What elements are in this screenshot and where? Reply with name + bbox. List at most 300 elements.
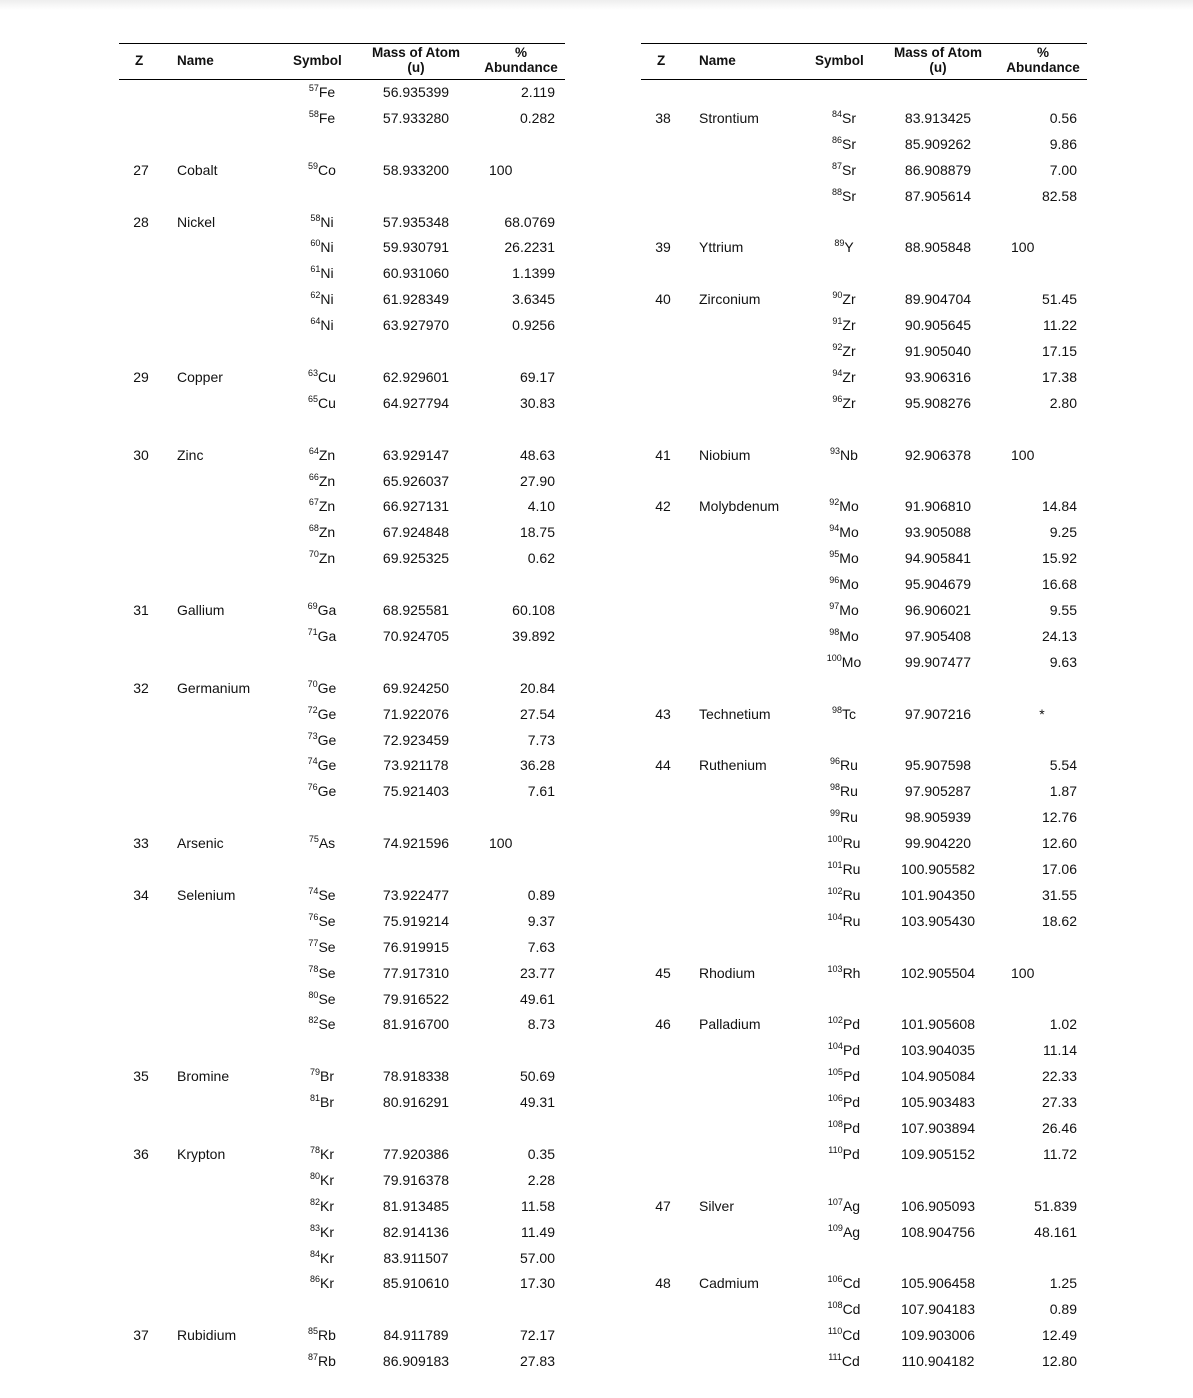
mass-number: 57 (308, 83, 319, 93)
isotope-symbol (287, 602, 357, 618)
abundance-value: 1.25 (1049, 1275, 1077, 1292)
table-row (119, 625, 565, 647)
element-symbol: Ru (840, 757, 858, 774)
mass-number: 74 (308, 885, 319, 896)
abundance-value: 12.76 (1041, 809, 1077, 826)
atomic-number: 28 (133, 213, 149, 230)
isotope-symbol (287, 473, 357, 489)
atomic-number: 37 (133, 1327, 149, 1344)
table-row (119, 936, 565, 958)
element-symbol: Zn (318, 524, 336, 541)
element-symbol: Ag (842, 1223, 861, 1240)
isotope-symbol (287, 835, 357, 851)
table-row (119, 1091, 565, 1113)
abundance-value: 60.108 (512, 602, 555, 618)
header-abundance-line2: Abundance (484, 60, 558, 75)
element-name: Nickel (177, 213, 216, 230)
isotope-symbol (809, 1120, 879, 1136)
atomic-mass: 75.919214 (382, 912, 450, 929)
mass-number: 76 (307, 782, 318, 793)
table-row (119, 1013, 565, 1035)
atomic-mass: 89.904704 (904, 291, 972, 308)
isotope-symbol (809, 602, 879, 618)
table-row (641, 1221, 1087, 1243)
atomic-mass: 66.927131 (382, 498, 450, 515)
isotope-symbol (287, 757, 357, 773)
mass-number: 109 (827, 1222, 843, 1233)
atomic-mass: 61.928349 (382, 291, 450, 308)
mass-number: 82 (308, 1015, 319, 1026)
atomic-mass: 80.916291 (382, 1094, 450, 1111)
atomic-number: 27 (133, 161, 149, 178)
element-symbol: Cd (842, 1301, 861, 1318)
element-symbol: Ru (842, 861, 861, 877)
element-symbol: Kr (320, 1223, 334, 1240)
isotope-symbol (287, 1224, 357, 1240)
isotope-symbol (809, 1353, 879, 1369)
element-symbol: Sr (842, 109, 856, 126)
element-symbol: Se (318, 938, 336, 955)
table-row (641, 651, 1087, 673)
atomic-number: 45 (655, 964, 671, 981)
atomic-number: 40 (655, 291, 671, 308)
atomic-number: 39 (655, 239, 671, 256)
atomic-mass: 98.905939 (904, 809, 972, 826)
isotope-symbol (809, 783, 879, 799)
abundance-value: 1.02 (1049, 1016, 1077, 1033)
mass-number: 82 (309, 1196, 320, 1207)
mass-number: 64 (310, 316, 321, 327)
abundance-value: 11.58 (521, 1197, 555, 1214)
atomic-mass: 108.904756 (901, 1223, 975, 1240)
isotope-symbol (809, 913, 879, 929)
page-top-edge (0, 0, 1193, 10)
element-symbol: Cd (842, 1275, 861, 1292)
element-symbol: Kr (320, 1171, 334, 1188)
header-abundance-line1: % (1036, 45, 1049, 60)
isotope-symbol (287, 1094, 357, 1110)
table-row (641, 236, 1087, 258)
atomic-number: 42 (655, 498, 671, 515)
abundance-value: 100 (1011, 446, 1035, 463)
element-symbol: Ru (842, 835, 861, 852)
table-row (119, 1247, 565, 1269)
element-name: Palladium (699, 1016, 761, 1033)
atomic-mass: 99.907477 (904, 653, 972, 670)
element-symbol: Pd (842, 1145, 860, 1162)
header-z: Z (135, 53, 144, 68)
atomic-mass: 62.929601 (382, 368, 450, 385)
atomic-mass: 69.925325 (382, 550, 450, 567)
abundance-value: 36.28 (519, 757, 555, 774)
mass-number: 86 (831, 134, 842, 145)
atomic-mass: 57.935348 (382, 213, 450, 230)
atomic-mass: 77.917310 (382, 964, 450, 981)
atomic-mass: 77.920386 (382, 1145, 450, 1162)
abundance-value: 27.83 (519, 1353, 555, 1370)
abundance-value: 7.63 (527, 938, 555, 955)
element-symbol: Se (318, 886, 336, 903)
abundance-value: 82.58 (1041, 187, 1077, 204)
abundance-value: 0.56 (1049, 109, 1077, 126)
abundance-value: 7.61 (527, 783, 555, 800)
atomic-mass: 70.924705 (382, 627, 450, 644)
atomic-mass: 60.931060 (382, 265, 450, 282)
abundance-value: 11.22 (1043, 317, 1077, 334)
isotope-symbol (809, 291, 879, 307)
atomic-mass: 91.906810 (904, 498, 972, 515)
element-name: Ruthenium (699, 757, 767, 774)
element-name: Gallium (177, 602, 225, 618)
atomic-mass: 103.905430 (901, 912, 975, 929)
mass-number: 73 (307, 730, 318, 741)
element-symbol: Ga (317, 602, 337, 618)
abundance-value: 2.119 (521, 84, 555, 100)
mass-number: 68 (308, 523, 319, 534)
atomic-number: 41 (655, 446, 671, 463)
header-mass-line1: Mass of Atom (893, 45, 982, 60)
isotope-symbol (809, 706, 879, 722)
isotope-symbol (809, 447, 879, 463)
isotope-symbol (287, 1172, 357, 1188)
element-symbol: Sr (842, 161, 856, 178)
abundance-value: 31.55 (1041, 886, 1077, 903)
mass-number: 74 (307, 756, 318, 767)
table-row (119, 1065, 565, 1087)
element-symbol: Se (318, 912, 336, 929)
abundance-value: 23.77 (519, 964, 555, 981)
abundance-value: 49.31 (519, 1094, 555, 1111)
table-row (119, 754, 565, 776)
mass-number: 87 (831, 160, 842, 171)
table-row (119, 1272, 565, 1294)
element-symbol: Mo (839, 576, 859, 593)
table-row (119, 1143, 565, 1165)
isotope-symbol (809, 1301, 879, 1317)
mass-number: 84 (309, 1248, 320, 1259)
abundance-value: 100 (489, 835, 513, 852)
atomic-mass: 97.905408 (904, 627, 972, 644)
atomic-mass: 81.913485 (382, 1197, 450, 1214)
mass-number: 69 (307, 601, 318, 611)
isotope-symbol (809, 835, 879, 851)
atomic-mass: 109.905152 (901, 1145, 975, 1162)
element-symbol: Zn (318, 550, 336, 567)
table-row (641, 521, 1087, 543)
abundance-value: 27.90 (519, 472, 555, 489)
atomic-mass: 79.916378 (382, 1171, 450, 1188)
element-name: Technetium (699, 705, 771, 722)
table-row (641, 806, 1087, 828)
atomic-mass: 68.925581 (382, 602, 450, 618)
header-name: Name (699, 53, 736, 68)
atomic-mass: 93.906316 (904, 368, 972, 385)
table-row (641, 1013, 1087, 1035)
mass-number: 85 (308, 1326, 319, 1337)
element-symbol: Ni (320, 265, 334, 282)
mass-number: 92 (832, 342, 843, 352)
abundance-value: 18.62 (1041, 912, 1077, 929)
abundance-value: 11.14 (1043, 1042, 1077, 1059)
mass-number: 80 (309, 1170, 320, 1181)
table-header-rule (119, 79, 565, 80)
element-symbol: Fe (318, 84, 336, 100)
table-row (119, 884, 565, 906)
abundance-value: 100 (1011, 239, 1035, 256)
abundance-value: 24.13 (1041, 627, 1077, 644)
mass-number: 89 (834, 238, 845, 249)
mass-number: 76 (308, 911, 319, 922)
atomic-mass: 97.907216 (904, 705, 972, 722)
element-symbol: Ge (317, 705, 337, 722)
mass-number: 108 (827, 1119, 843, 1129)
isotope-symbol (809, 1042, 879, 1058)
table-row (641, 392, 1087, 414)
isotope-symbol (809, 1198, 879, 1214)
isotope-symbol (287, 939, 357, 955)
abundance-value: 0.89 (527, 886, 555, 903)
abundance-value: 15.92 (1041, 550, 1077, 567)
table-top-rule (119, 43, 565, 44)
isotope-symbol (287, 369, 357, 385)
element-symbol: Tc (842, 705, 856, 722)
element-symbol: Ru (840, 809, 858, 826)
mass-number: 104 (827, 911, 843, 922)
element-name: Germanium (177, 679, 251, 696)
isotope-symbol (287, 732, 357, 748)
mass-number: 107 (827, 1196, 843, 1207)
element-symbol: Pd (842, 1016, 861, 1033)
mass-number: 98 (831, 704, 842, 715)
table-row (641, 1091, 1087, 1113)
abundance-value: 18.75 (519, 524, 555, 541)
table-row (119, 288, 565, 310)
mass-number: 86 (309, 1274, 320, 1285)
abundance-value: 12.49 (1041, 1327, 1077, 1344)
table-row (641, 780, 1087, 802)
element-symbol: Kr (320, 1249, 334, 1266)
element-symbol: Cu (318, 368, 336, 385)
isotope-symbol (287, 1275, 357, 1291)
mass-number: 103 (827, 963, 843, 974)
table-row (641, 1298, 1087, 1320)
isotope-symbol (809, 654, 879, 670)
mass-number: 70 (308, 549, 319, 560)
isotope-symbol (809, 1275, 879, 1291)
header-abundance (477, 45, 565, 81)
table-row (641, 1350, 1087, 1372)
isotope-symbol (287, 291, 357, 307)
table-row (641, 159, 1087, 181)
mass-number: 110 (827, 1326, 843, 1337)
element-name: Bromine (177, 1068, 230, 1085)
isotope-symbol (287, 680, 357, 696)
mass-number: 96 (830, 756, 841, 767)
atomic-number: 38 (655, 109, 671, 126)
table-row (641, 1143, 1087, 1165)
isotope-symbol (809, 317, 879, 333)
mass-number: 94 (829, 523, 840, 534)
element-symbol: Ru (842, 886, 861, 903)
atomic-mass: 94.905841 (904, 550, 972, 567)
isotope-symbol (809, 809, 879, 825)
header-abundance (999, 45, 1087, 81)
mass-number: 100 (827, 834, 843, 845)
atomic-mass: 95.908276 (904, 394, 972, 411)
isotope-symbol (287, 447, 357, 463)
atomic-mass: 72.923459 (382, 731, 450, 748)
atomic-mass: 56.935399 (382, 84, 450, 100)
isotope-symbol (287, 965, 357, 981)
abundance-value: 7.73 (527, 731, 555, 748)
element-symbol: Sr (842, 187, 856, 204)
mass-number: 96 (829, 575, 840, 586)
isotope-symbol (809, 188, 879, 204)
element-name: Silver (699, 1197, 735, 1214)
mass-number: 93 (830, 445, 841, 456)
element-symbol: Mo (839, 524, 859, 541)
atomic-mass: 103.904035 (901, 1042, 975, 1059)
table-top-rule (641, 43, 1087, 44)
abundance-value: 3.6345 (512, 291, 555, 308)
element-symbol: Rb (318, 1353, 336, 1370)
atomic-mass: 102.905504 (901, 964, 975, 981)
abundance-value: 0.9256 (512, 317, 555, 334)
isotope-symbol (287, 1016, 357, 1032)
isotope-symbol (287, 214, 357, 230)
element-symbol: Ru (842, 912, 861, 929)
atomic-mass: 92.906378 (904, 446, 972, 463)
table-row (641, 547, 1087, 569)
mass-number: 98 (830, 782, 841, 793)
mass-number: 72 (307, 704, 318, 715)
element-symbol: Mo (839, 498, 859, 515)
table-row (641, 703, 1087, 725)
atomic-mass: 104.905084 (901, 1068, 975, 1085)
abundance-value: 68.0769 (504, 213, 555, 230)
element-symbol: Br (320, 1068, 334, 1085)
element-name: Copper (177, 368, 223, 385)
header-name: Name (177, 53, 214, 68)
isotope-symbol (287, 524, 357, 540)
mass-number: 58 (310, 212, 321, 223)
atomic-mass: 57.933280 (382, 109, 450, 126)
abundance-value: 51.45 (1041, 291, 1077, 308)
abundance-value: 2.80 (1049, 394, 1077, 411)
element-symbol: Cd (841, 1353, 860, 1370)
abundance-value: 51.839 (1034, 1197, 1077, 1214)
element-symbol: Zr (842, 343, 856, 359)
table-row (119, 599, 565, 621)
atomic-number: 35 (133, 1068, 149, 1085)
table-row (641, 495, 1087, 517)
element-symbol: Se (318, 1016, 336, 1033)
element-symbol: Zr (842, 317, 856, 334)
table-row (119, 444, 565, 466)
element-symbol: Pd (842, 1068, 861, 1085)
element-name: Molybdenum (699, 498, 780, 515)
isotope-symbol (809, 110, 879, 126)
element-name: Arsenic (177, 835, 224, 852)
atomic-mass: 69.924250 (382, 679, 450, 696)
isotope-symbol (809, 861, 879, 877)
mass-number: 90 (832, 290, 843, 301)
mass-number: 75 (308, 834, 319, 845)
atomic-mass: 100.905582 (901, 861, 975, 877)
element-symbol: Y (844, 239, 854, 256)
isotope-symbol (287, 84, 357, 100)
abundance-value: 0.89 (1049, 1301, 1077, 1318)
mass-number: 106 (827, 1093, 843, 1104)
isotope-symbol (287, 1068, 357, 1084)
abundance-value: 17.30 (519, 1275, 555, 1292)
table-row (119, 107, 565, 129)
element-symbol: Cu (318, 394, 336, 411)
atomic-number: 46 (655, 1016, 671, 1033)
abundance-value: 48.161 (1034, 1223, 1077, 1240)
mass-number: 99 (830, 808, 841, 819)
mass-number: 81 (309, 1093, 320, 1104)
element-symbol: Fe (318, 109, 336, 126)
abundance-value: 26.46 (1041, 1120, 1077, 1136)
isotope-symbol (809, 524, 879, 540)
table-row (119, 1324, 565, 1346)
isotope-symbol (809, 628, 879, 644)
atomic-number: 32 (133, 679, 149, 696)
table-row (119, 910, 565, 932)
abundance-value: 50.69 (519, 1068, 555, 1085)
atomic-number: 47 (655, 1197, 671, 1214)
element-symbol: Kr (320, 1275, 334, 1292)
table-row (641, 1324, 1087, 1346)
atomic-number: 30 (133, 446, 149, 463)
table-row (119, 703, 565, 725)
mass-number: 98 (829, 626, 840, 637)
abundance-value: 8.73 (527, 1016, 555, 1033)
mass-number: 70 (307, 678, 318, 689)
table-row (641, 366, 1087, 388)
atomic-mass: 75.921403 (382, 783, 450, 800)
mass-number: 61 (310, 264, 321, 275)
abundance-value: 11.72 (1043, 1145, 1077, 1162)
abundance-value: 26.2231 (504, 239, 555, 256)
atomic-mass: 63.927970 (382, 317, 450, 334)
header-abundance-line1: % (514, 45, 527, 60)
element-symbol: Nb (840, 446, 858, 463)
abundance-value: 100 (1011, 964, 1035, 981)
isotope-symbol (287, 550, 357, 566)
element-symbol: Co (318, 161, 336, 178)
atomic-mass: 99.904220 (904, 835, 972, 852)
mass-number: 83 (309, 1222, 320, 1233)
mass-number: 66 (308, 471, 319, 482)
atomic-number: 34 (133, 886, 149, 903)
mass-number: 101 (827, 860, 843, 870)
atomic-mass: 78.918338 (382, 1068, 450, 1085)
atomic-mass: 96.906021 (904, 602, 972, 618)
mass-number: 79 (309, 1067, 320, 1078)
table-row (119, 495, 565, 517)
abundance-value: 1.87 (1049, 783, 1077, 800)
table-row (119, 211, 565, 233)
atomic-mass: 83.911507 (383, 1249, 449, 1266)
isotope-symbol (809, 1016, 879, 1032)
atomic-mass: 59.930791 (382, 239, 450, 256)
element-symbol: Zr (842, 368, 856, 385)
isotope-symbol (287, 887, 357, 903)
isotope-symbol (809, 1094, 879, 1110)
isotope-symbol (809, 550, 879, 566)
